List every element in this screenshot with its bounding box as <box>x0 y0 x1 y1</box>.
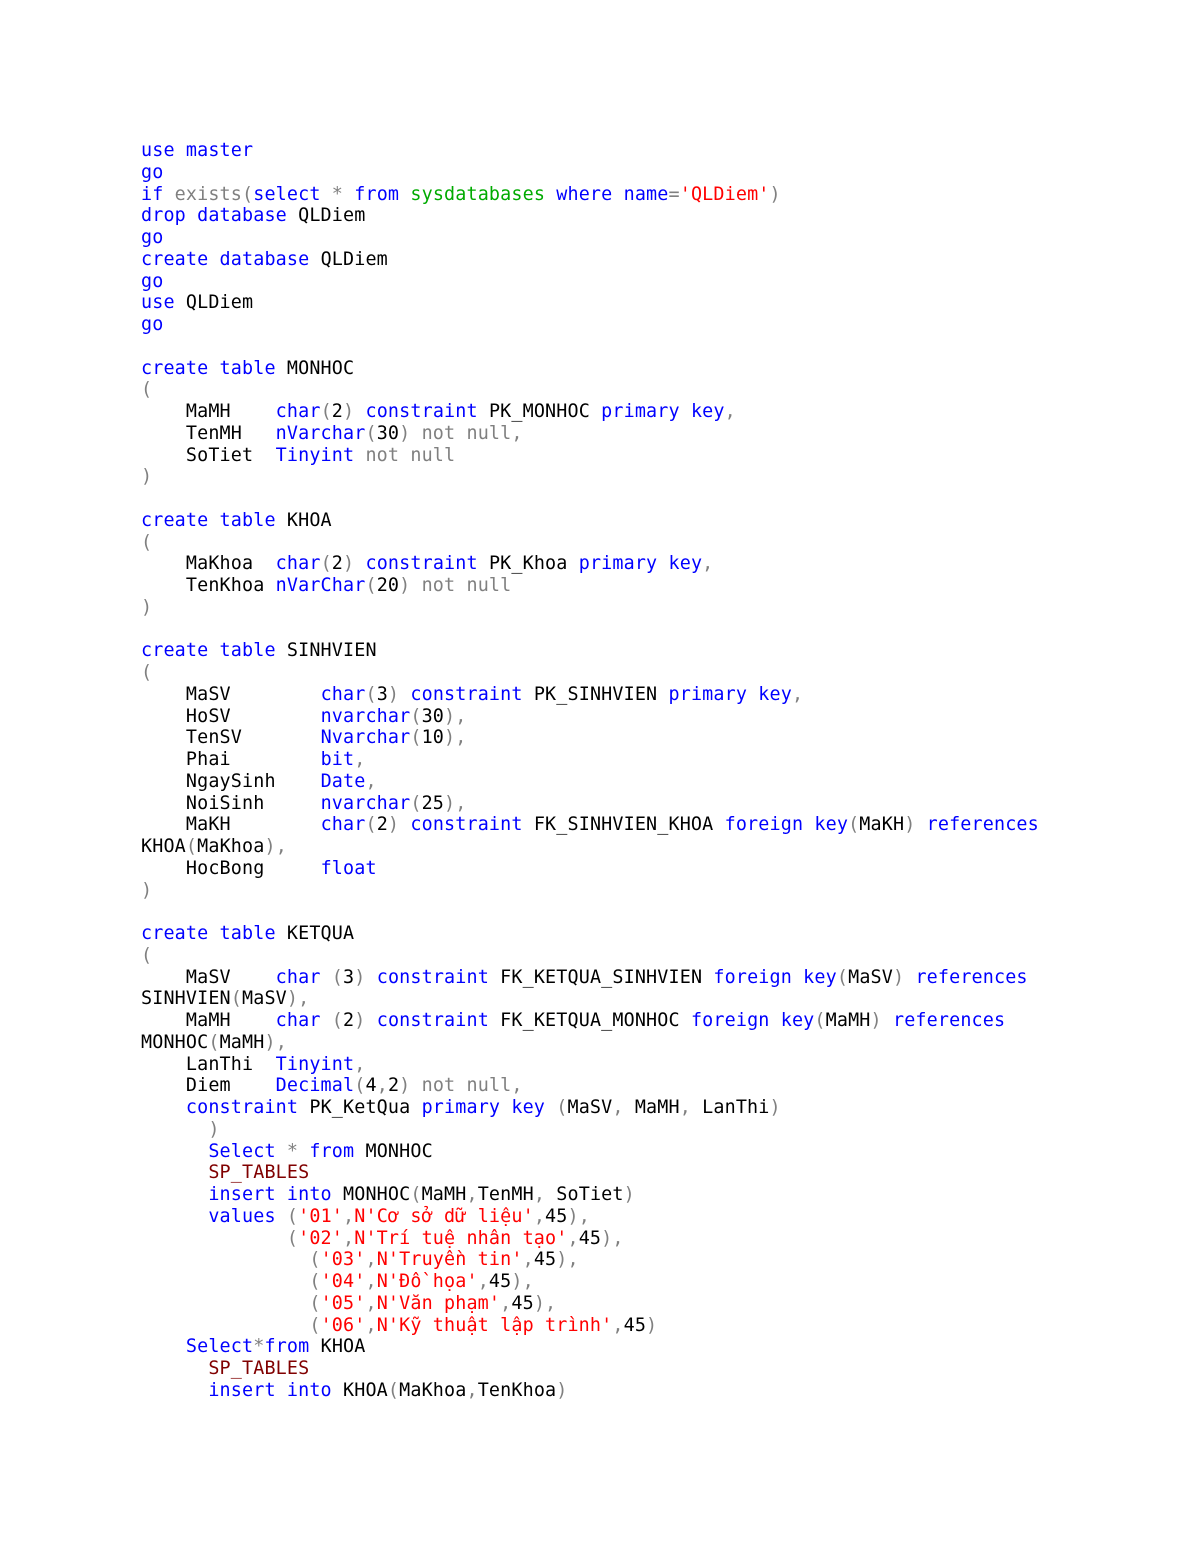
code-token: SINHVIEN <box>141 988 231 1010</box>
code-token: Tinyint <box>275 1053 355 1075</box>
code-token: constraint <box>376 966 501 988</box>
code-token: ( <box>354 1075 366 1097</box>
code-token: 30 <box>376 422 400 444</box>
code-token: MaMH <box>141 401 276 422</box>
code-token: ( <box>387 1379 400 1401</box>
code-line <box>141 184 1161 206</box>
code-line <box>141 1162 1161 1184</box>
code-token: PK_Khoa <box>488 553 579 575</box>
code-line <box>141 379 1161 401</box>
code-token: ) <box>354 1010 377 1031</box>
code-token: , <box>533 1205 546 1227</box>
code-token: QLDiem <box>185 292 254 314</box>
code-token: ) <box>892 966 916 988</box>
code-line <box>141 988 1161 1010</box>
code-token: ), <box>444 705 467 727</box>
code-token: ( <box>836 966 849 988</box>
code-token: , <box>791 683 804 705</box>
code-token: foreign key <box>724 814 849 836</box>
code-token: foreign key <box>713 966 837 988</box>
code-token: ) not null, <box>399 422 523 444</box>
code-token: MONHOC <box>343 1184 411 1205</box>
code-token: ), <box>264 836 287 857</box>
code-token: nVarchar <box>275 422 366 444</box>
code-token: from <box>354 183 411 205</box>
code-token: PK_MONHOC <box>488 401 602 422</box>
code-token: float <box>320 857 377 879</box>
code-token: ( <box>141 1314 321 1336</box>
code-token: ( <box>410 1184 422 1205</box>
code-token: '06' <box>320 1314 366 1336</box>
code-token: ( <box>185 836 198 857</box>
code-line <box>141 1141 1161 1163</box>
code-token: SP_TABLES <box>141 1358 310 1379</box>
code-token: constraint <box>141 1097 310 1118</box>
code-token: from <box>264 1336 321 1358</box>
code-token: '03' <box>320 1249 366 1271</box>
code-token: ) not null <box>399 575 512 596</box>
code-token: ), <box>601 1227 624 1249</box>
code-token: NoiSinh <box>141 792 321 814</box>
code-token: MaMH <box>421 1184 467 1205</box>
code-token: 45 <box>578 1227 602 1249</box>
code-line <box>141 923 1161 945</box>
code-token: 3 <box>343 966 355 988</box>
code-line <box>141 1075 1161 1097</box>
code-token: ( <box>365 575 377 596</box>
code-line <box>141 271 1161 293</box>
code-token: 3 <box>376 683 388 705</box>
code-line <box>141 314 1161 336</box>
code-token: MaMH <box>141 1010 276 1031</box>
code-line <box>141 1380 1161 1402</box>
code-token: MONHOC <box>365 1140 433 1162</box>
code-token: constraint <box>410 814 534 836</box>
code-token: * <box>331 183 355 205</box>
code-token: * <box>253 1336 265 1358</box>
code-token: primary key <box>668 683 792 705</box>
code-line <box>141 858 1161 880</box>
code-line <box>141 358 1161 380</box>
code-token: '02' <box>298 1227 343 1249</box>
code-token: , <box>466 1184 478 1205</box>
code-line <box>141 336 1161 358</box>
code-token: 2 <box>387 1075 400 1097</box>
code-token: SoTiet <box>556 1184 624 1205</box>
code-token: ) not null, <box>399 1075 523 1097</box>
code-token: name <box>623 183 669 205</box>
code-token: create table <box>141 509 287 531</box>
code-token: ( <box>410 792 422 814</box>
code-token: FK_KETQUA_SINHVIEN <box>500 966 714 988</box>
code-token: PK_KetQua <box>309 1097 422 1118</box>
code-token: constraint <box>376 1010 501 1031</box>
code-line <box>141 1271 1161 1293</box>
code-line <box>141 640 1161 662</box>
code-token: ) <box>141 596 153 618</box>
code-line <box>141 292 1161 314</box>
code-token: , <box>365 1249 377 1271</box>
code-token: not null <box>365 444 456 466</box>
code-token: foreign key <box>690 1010 815 1031</box>
code-line <box>141 684 1161 706</box>
code-token: , <box>343 1205 355 1227</box>
code-token: MaKhoa <box>399 1379 467 1401</box>
code-token: N'Đồ họa' <box>376 1271 478 1292</box>
code-token: , <box>354 1053 366 1075</box>
code-token: MaSV <box>141 966 276 988</box>
code-token: Select <box>141 1336 254 1358</box>
code-token: MaMH <box>634 1097 680 1118</box>
code-line <box>141 771 1161 793</box>
code-token: TenSV <box>141 727 321 749</box>
code-token: MaSV <box>141 683 321 705</box>
code-token: references <box>926 814 1039 836</box>
code-line <box>141 532 1161 554</box>
code-token: ( <box>320 553 332 575</box>
code-line <box>141 1249 1161 1271</box>
code-line <box>141 880 1161 902</box>
code-token: ( <box>141 1227 299 1249</box>
code-token: ( <box>141 1292 321 1314</box>
code-token: '05' <box>320 1292 366 1314</box>
code-token: MaKH <box>141 814 321 836</box>
code-token: MaKhoa <box>197 836 265 857</box>
code-token: MaSV <box>567 1097 613 1118</box>
code-token: QLDiem <box>298 205 366 227</box>
code-token: create table <box>141 357 287 379</box>
code-token: insert into <box>141 1379 343 1401</box>
code-token: insert into <box>141 1184 343 1205</box>
code-token: Tinyint <box>275 444 366 466</box>
code-line <box>141 249 1161 271</box>
code-token: N'Văn phạm' <box>376 1292 501 1314</box>
code-token: ( <box>320 401 332 422</box>
code-token: exists( <box>174 183 254 205</box>
code-line <box>141 575 1161 597</box>
code-token: ) <box>387 683 411 705</box>
code-token: , <box>365 1271 377 1292</box>
code-token: select <box>253 183 332 205</box>
code-line <box>141 510 1161 532</box>
code-line <box>141 814 1161 836</box>
code-token: Select <box>141 1140 287 1162</box>
code-token: where <box>556 183 624 205</box>
code-token: ( <box>141 379 153 401</box>
code-line <box>141 423 1161 445</box>
code-token: values <box>141 1205 287 1227</box>
code-token: char <box>275 1010 332 1031</box>
code-token: MaMH <box>219 1031 265 1053</box>
code-token: primary key <box>421 1097 557 1118</box>
code-token: ( <box>286 1205 299 1227</box>
code-token: KETQUA <box>286 923 355 944</box>
code-line <box>141 140 1161 162</box>
code-token: ( <box>141 1271 321 1292</box>
code-token: TenMH <box>477 1184 534 1205</box>
code-token: , <box>612 1097 635 1118</box>
code-line <box>141 553 1161 575</box>
code-token: 4 <box>365 1075 377 1097</box>
code-token: MaMH <box>825 1010 871 1031</box>
code-token: ) <box>141 466 153 488</box>
code-token: * <box>286 1140 310 1162</box>
code-token: primary key <box>578 553 703 575</box>
code-token: , <box>522 1249 534 1271</box>
code-token: MaKH <box>859 814 905 836</box>
code-token: , <box>365 770 377 792</box>
code-token: ( <box>365 683 377 705</box>
code-token: , <box>702 553 714 575</box>
code-token: N'Cơ sở dữ liệu' <box>354 1205 534 1227</box>
code-token: use master <box>141 140 254 161</box>
code-token: ), <box>511 1271 534 1292</box>
code-token: create database <box>141 248 321 270</box>
code-token: ) <box>769 183 781 205</box>
code-token: ), <box>286 988 310 1010</box>
code-token: KHOA <box>320 1336 366 1358</box>
code-token: , <box>500 1292 512 1314</box>
code-token: 25 <box>421 792 445 814</box>
code-token: LanThi <box>141 1053 276 1075</box>
code-token: 2 <box>343 1010 355 1031</box>
code-token: ) <box>343 401 366 422</box>
code-token: 2 <box>331 401 344 422</box>
code-token: references <box>915 966 1028 988</box>
code-token: , <box>365 1314 377 1336</box>
code-token: ( <box>331 1010 344 1031</box>
code-token: ) <box>141 879 153 901</box>
code-line <box>141 1293 1161 1315</box>
code-line <box>141 597 1161 619</box>
code-token: ( <box>410 727 422 749</box>
code-token: ) <box>870 1010 893 1031</box>
code-token: KHOA <box>343 1379 388 1401</box>
code-line <box>141 1358 1161 1380</box>
code-token: MaSV <box>242 988 287 1010</box>
code-token: ), <box>444 727 467 749</box>
code-token: 30 <box>421 705 445 727</box>
code-token: TenKhoa <box>141 575 276 596</box>
code-line <box>141 1054 1161 1076</box>
code-token: 45 <box>511 1292 534 1314</box>
code-token: create table <box>141 640 287 662</box>
code-token: char <box>275 553 321 575</box>
code-token: , <box>466 1379 478 1401</box>
code-token: nvarchar <box>320 792 411 814</box>
code-token: 10 <box>421 727 445 749</box>
code-token: FK_SINHVIEN_KHOA <box>533 814 725 836</box>
code-token: char <box>275 966 332 988</box>
code-token: , <box>376 1075 388 1097</box>
code-token: ( <box>814 1010 826 1031</box>
code-token: sysdatabases <box>410 183 557 205</box>
code-token: ( <box>141 531 153 553</box>
code-token: SP_TABLES <box>141 1162 310 1184</box>
code-token: go <box>141 161 164 183</box>
code-token: ), <box>556 1249 579 1271</box>
code-line <box>141 1119 1161 1141</box>
code-token: go <box>141 314 164 335</box>
code-line <box>141 205 1161 227</box>
code-token: , <box>343 1227 355 1249</box>
code-line <box>141 967 1161 989</box>
code-token: '01' <box>298 1205 344 1227</box>
code-token: NgaySinh <box>141 770 321 792</box>
code-token: ( <box>141 944 153 966</box>
code-line <box>141 1032 1161 1054</box>
code-token: , <box>612 1314 624 1336</box>
code-token: TenMH <box>141 422 276 444</box>
code-token: ) <box>904 814 927 836</box>
code-token: ( <box>230 988 243 1010</box>
code-token: TenKhoa <box>477 1379 557 1401</box>
code-token: MaKhoa <box>141 553 276 575</box>
code-token: ) <box>769 1097 781 1118</box>
code-line <box>141 662 1161 684</box>
code-token: ), <box>567 1205 590 1227</box>
code-line <box>141 445 1161 467</box>
code-token: from <box>309 1140 366 1162</box>
code-token: MaSV <box>848 966 893 988</box>
code-token: , <box>679 1097 703 1118</box>
code-token: SoTiet <box>141 444 276 466</box>
code-token: ( <box>141 662 153 683</box>
code-token: primary key <box>601 401 725 422</box>
code-token: QLDiem <box>320 248 388 270</box>
code-token: 45 <box>533 1249 557 1271</box>
sql-code-block <box>141 140 1161 1402</box>
code-token: ( <box>365 814 377 836</box>
code-token: ), <box>444 792 467 814</box>
code-token: Decimal <box>275 1075 355 1097</box>
code-token: ) <box>354 966 377 988</box>
code-token: , <box>567 1227 579 1249</box>
code-token: ) <box>387 814 411 836</box>
code-token: , <box>354 749 366 770</box>
code-line <box>141 793 1161 815</box>
code-token: SINHVIEN <box>286 640 377 662</box>
code-token: create table <box>141 923 287 944</box>
code-token: ( <box>331 966 344 988</box>
code-token: use <box>141 292 186 314</box>
code-line <box>141 488 1161 510</box>
code-token: ( <box>141 1249 321 1271</box>
code-token: 45 <box>545 1205 568 1227</box>
code-token: , <box>477 1271 489 1292</box>
code-line <box>141 1097 1161 1119</box>
code-token: ( <box>848 814 860 836</box>
code-line <box>141 1315 1161 1337</box>
code-token: KHOA <box>141 836 186 857</box>
code-token: ) <box>141 1118 220 1140</box>
code-token: ) <box>646 1314 658 1336</box>
code-token: references <box>892 1010 1006 1031</box>
code-line <box>141 901 1161 923</box>
code-token: , <box>365 1292 377 1314</box>
code-line <box>141 162 1161 184</box>
code-token: Phai <box>141 749 321 770</box>
code-token: char <box>320 683 366 705</box>
code-token: ) <box>343 553 366 575</box>
code-token: 'QLDiem' <box>679 183 770 205</box>
code-line <box>141 749 1161 771</box>
code-token: ), <box>264 1031 287 1053</box>
code-token: go <box>141 227 164 248</box>
code-token: 2 <box>376 814 388 836</box>
code-line <box>141 836 1161 858</box>
code-token: 20 <box>376 575 400 596</box>
code-line <box>141 1010 1161 1032</box>
code-token: go <box>141 270 164 292</box>
code-line <box>141 466 1161 488</box>
code-token: ) <box>623 1184 635 1205</box>
code-token: Diem <box>141 1075 276 1097</box>
code-token: drop database <box>141 205 299 227</box>
code-line <box>141 945 1161 967</box>
code-token: = <box>668 183 680 205</box>
code-token: nVarChar <box>275 575 366 596</box>
code-token: bit <box>320 749 355 770</box>
code-token: HoSV <box>141 705 321 727</box>
code-token: ( <box>365 422 377 444</box>
code-token: 45 <box>623 1314 647 1336</box>
code-line <box>141 401 1161 423</box>
code-token: Date <box>320 770 366 792</box>
code-token: if <box>141 183 175 205</box>
code-token: nvarchar <box>320 705 411 727</box>
code-token: PK_SINHVIEN <box>533 683 669 705</box>
code-token: MONHOC <box>141 1031 209 1053</box>
code-token: KHOA <box>286 509 332 531</box>
code-token: , <box>533 1184 557 1205</box>
code-token: N'Kỹ thuật lập trình' <box>376 1314 613 1336</box>
code-token: N'Truyền tin' <box>376 1249 523 1271</box>
code-token: constraint <box>410 683 534 705</box>
code-token: FK_KETQUA_MONHOC <box>500 1010 691 1031</box>
code-token: MONHOC <box>286 357 355 379</box>
code-line <box>141 227 1161 249</box>
code-line <box>141 727 1161 749</box>
code-token: ( <box>410 705 422 727</box>
code-line <box>141 1228 1161 1250</box>
code-token: ), <box>533 1292 557 1314</box>
code-token: LanThi <box>702 1097 770 1118</box>
code-token: constraint <box>365 401 489 422</box>
code-line <box>141 706 1161 728</box>
code-line <box>141 1184 1161 1206</box>
code-token: char <box>320 814 366 836</box>
code-token: constraint <box>365 553 489 575</box>
code-line <box>141 1336 1161 1358</box>
code-line <box>141 1206 1161 1228</box>
code-token: ( <box>556 1097 568 1118</box>
code-token: HocBong <box>141 857 321 879</box>
code-line <box>141 619 1161 641</box>
code-token: ( <box>208 1031 220 1053</box>
code-token: char <box>275 401 321 422</box>
code-token: , <box>724 401 736 422</box>
code-token: '04' <box>320 1271 366 1292</box>
code-token: N'Trí tuệ nhân tạo' <box>354 1227 568 1249</box>
code-token: ) <box>556 1379 568 1401</box>
code-token: 45 <box>488 1271 512 1292</box>
code-token: Nvarchar <box>320 727 411 749</box>
code-token: 2 <box>331 553 344 575</box>
